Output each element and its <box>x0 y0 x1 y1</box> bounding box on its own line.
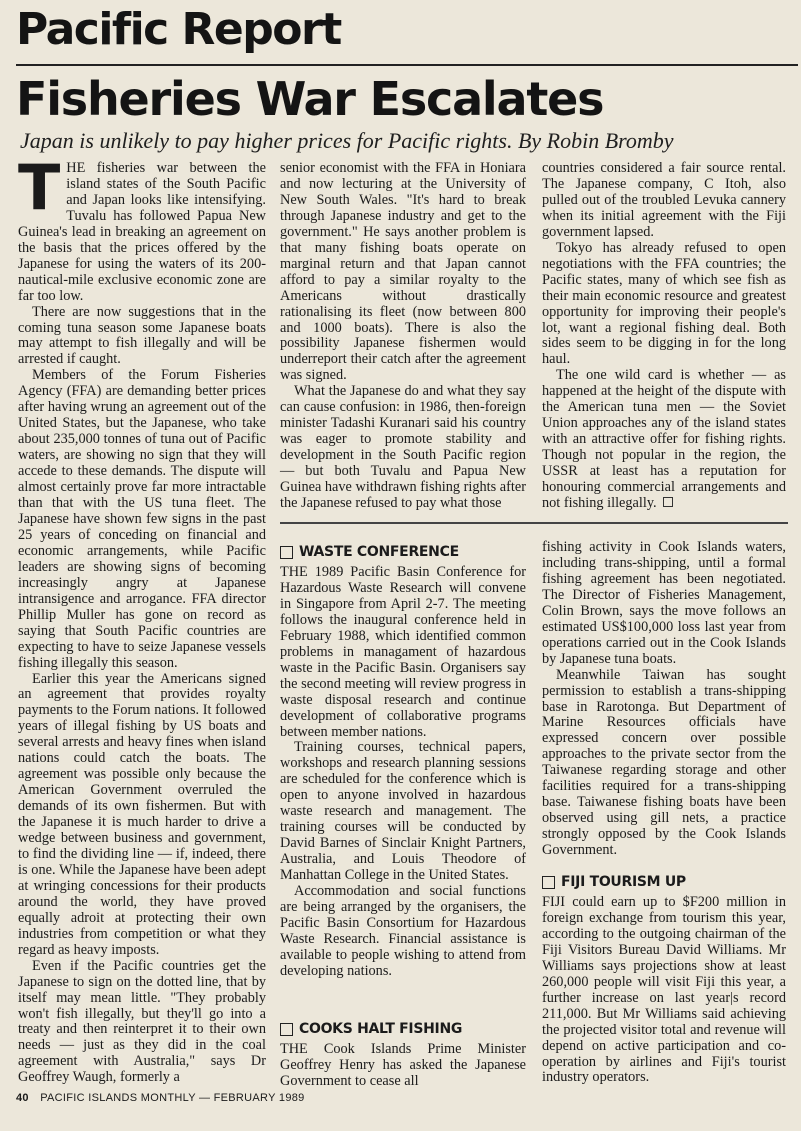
article-paragraph: There are now suggestions that in the coming tuna season some Japanese boats may attempt to fish illegally and will be arrested if caught. <box>18 303 266 368</box>
article-paragraph: Meanwhile Taiwan has sought permission to establish a trans-shipping base in Rarotonga. But Department of Marine Resources officials have expressed concern over possible approaches to the private sector from the Taiwanese regarding storage and other facilities required for a trans-shipping base. Taiwanese fishing boats have been observed using gill nets, a practice strongly opposed by the Cook Islands Government. <box>542 666 786 859</box>
end-mark-icon <box>663 497 673 507</box>
main-story-column-3 <box>542 161 786 512</box>
main-story-column-1 <box>18 151 266 1086</box>
article-paragraph: Members of the Forum Fisheries Agency (FFA) are demanding better prices after having wrung an agreement out of the United States, but the Japanese, who take about 235,000 tonnes of tuna out of Pacific waters, are showing no sign that they will accede to these demands. The dispute will almost certainly prove far more intractable than that with the US tuna fleet. The Japanese have shown few signs in the past 25 years of conceding on financial and economic arrangements, while Pacific leaders are showing signs of becoming increasingly angry at Japanese intransigence and arrogance. FFA director Phillip Muller has gone on record as saying that South Pacific countries are expecting to have to seize Japanese vessels fishing illegally this season. <box>18 367 266 671</box>
article-paragraph: Tokyo has already refused to open negotiations with the FFA countries; the Pacific states, many of which see fish as their main economic resource and greatest opportunity for improving their people's lot, want a regional fishing deal. Both sides seem to be digging in for the long haul. <box>542 239 786 368</box>
publication-line: PACIFIC ISLANDS MONTHLY — FEBRUARY 1989 <box>40 1092 305 1104</box>
article-paragraph: THE fisheries war between the island states of the South Pacific and Japan looks like intensifying. Tuvalu has followed Papua New Guinea's lead in breaking an agreement on the basis that the prices offered by the Japanese for using the waters of its 200-nautical-mile exclusive economic zone are far too low. <box>18 151 266 304</box>
cooks-halt-fishing-continued <box>542 540 786 859</box>
article-paragraph: THE Cook Islands Prime Minister Geoffrey Henry has asked the Japanese Government to cease all <box>280 1041 526 1089</box>
page-number: 40 <box>16 1092 29 1104</box>
waste-conference-heading: WASTE CONFERENCE <box>280 543 459 561</box>
article-paragraph: FIJI could earn up to $F200 million in foreign exchange from tourism this year, according to the outgoing chairman of the Fiji Visitors Bureau David Williams. Mr Williams says projections show at least 260,000 people will visit Fiji this year, a further increase on last year|s record 211,000. But Mr Williams said achieving the projected visitor total and revenue will depend on active participation and co-operation by airlines and Fiji's tourist industry operators. <box>542 894 786 1086</box>
checkbox-bullet-icon <box>280 1023 293 1036</box>
cooks-halt-fishing-heading: COOKS HALT FISHING <box>280 1020 462 1038</box>
deck-byline: Japan is unlikely to pay higher prices for Pacific rights. By Robin Bromby <box>20 128 674 153</box>
fiji-tourism-body <box>542 895 786 1086</box>
fiji-tourism-heading: FIJI TOURISM UP <box>542 873 686 891</box>
article-paragraph: THE 1989 Pacific Basin Conference for Hazardous Waste Research will convene in Singapore from April 2-7. The meeting follows the inaugural conference held in February 1988, which identified common problems in managament of hazardous waste in the Pacific Basin. Organisers say the second meeting will review progress in waste disposal research and continue development of collaborative programs between member nations. <box>280 564 526 740</box>
cooks-halt-fishing-body <box>280 1042 526 1090</box>
article-paragraph: fishing activity in Cook Islands waters, including trans-shipping, until a formal fishing agreement has been negotiated. The Director of Fisheries Management, Colin Brown, says the move follows an estimated US$100,000 loss last year from operations carried out in the Cook Islands by Japanese tuna boats. <box>542 539 786 667</box>
waste-conference-body <box>280 565 526 980</box>
article-paragraph: Earlier this year the Americans signed an agreement that provides royalty payments to the Forum nations. It followed years of illegal fishing by US boats and several arrests and heavy fines when island nations could catch the boats. The agreement was possible only because the American Government overruled the demands of its own fishermen. But with the Japanese it is much harder to drive a wedge between business and government, to find the dividing line — if, indeed, there is one. While the Japanese have been adept at wringing concessions for their products around the world, they have proved equally adroit at protecting their own industries from competition or what they regard as heavy imposts. <box>18 670 266 958</box>
top-rule <box>16 64 798 66</box>
article-paragraph: Training courses, technical papers, workshops and research planning sessions are scheduled for the conference which is open to anyone involved in hazardous waste research and management. The training courses will be conducted by David Barnes of Sinclair Knight Partners, Australia, and Louis Theodore of Manhattan College in the United States. <box>280 739 526 884</box>
main-story-column-2 <box>280 161 526 512</box>
article-paragraph: senior economist with the FFA in Honiara and now lecturing at the University of New South Wales. "It's hard to break through Japanese industry and get to the government." He says another problem is that many fishing boats operate on marginal return and that Japan cannot afford to pay a similar royalty to the Americans without drastically rationalising its fleet (now between 800 and 1000 boats). There is also the possibility Japanese fishermen would underreport their catch after the agreement was signed. <box>280 160 526 384</box>
checkbox-bullet-icon <box>542 876 555 889</box>
article-paragraph: Accommodation and social functions are being arranged by the organisers, the Pacific Basin Consortium for Hazardous Waste Research. Financial assistance is available to people wishing to attend from developing nations. <box>280 883 526 979</box>
page-footer <box>16 1092 305 1104</box>
article-paragraph: countries considered a fair source rental. The Japanese company, C Itoh, also pulled out of the troubled Levuka cannery when its initial agreement with the Fiji government lapsed. <box>542 160 786 240</box>
drop-cap: T <box>18 151 61 224</box>
section-divider <box>280 522 788 524</box>
checkbox-bullet-icon <box>280 546 293 559</box>
article-paragraph: The one wild card is whether — as happened at the height of the dispute with the American tuna men — the Soviet Union approaches any of the island states with an attractive offer for fishing rights. Though not popular in the region, the USSR at least has a reputation for honouring commercial arrangements and not fishing illegally. <box>542 367 786 512</box>
article-paragraph: What the Japanese do and what they say can cause confusion: in 1986, then-foreign minister Tadashi Kuranari said his country was eager to promote stability and development in the South Pacific region — but both Tuvalu and Papua New Guinea have withdrawn fishing rights after the Japanese refused to pay what those <box>280 383 526 512</box>
section-title: Pacific Report <box>16 4 341 55</box>
article-paragraph: Even if the Pacific countries get the Japanese to sign on the dotted line, that by itself may mean little. "They probably won't fish illegally, but they'll go into a treaty and then reinterpret it to their own needs — just as they did in the coal agreement with Australia," says Dr Geoffrey Waugh, formerly a <box>18 957 266 1086</box>
headline: Fisheries War Escalates <box>16 72 604 126</box>
